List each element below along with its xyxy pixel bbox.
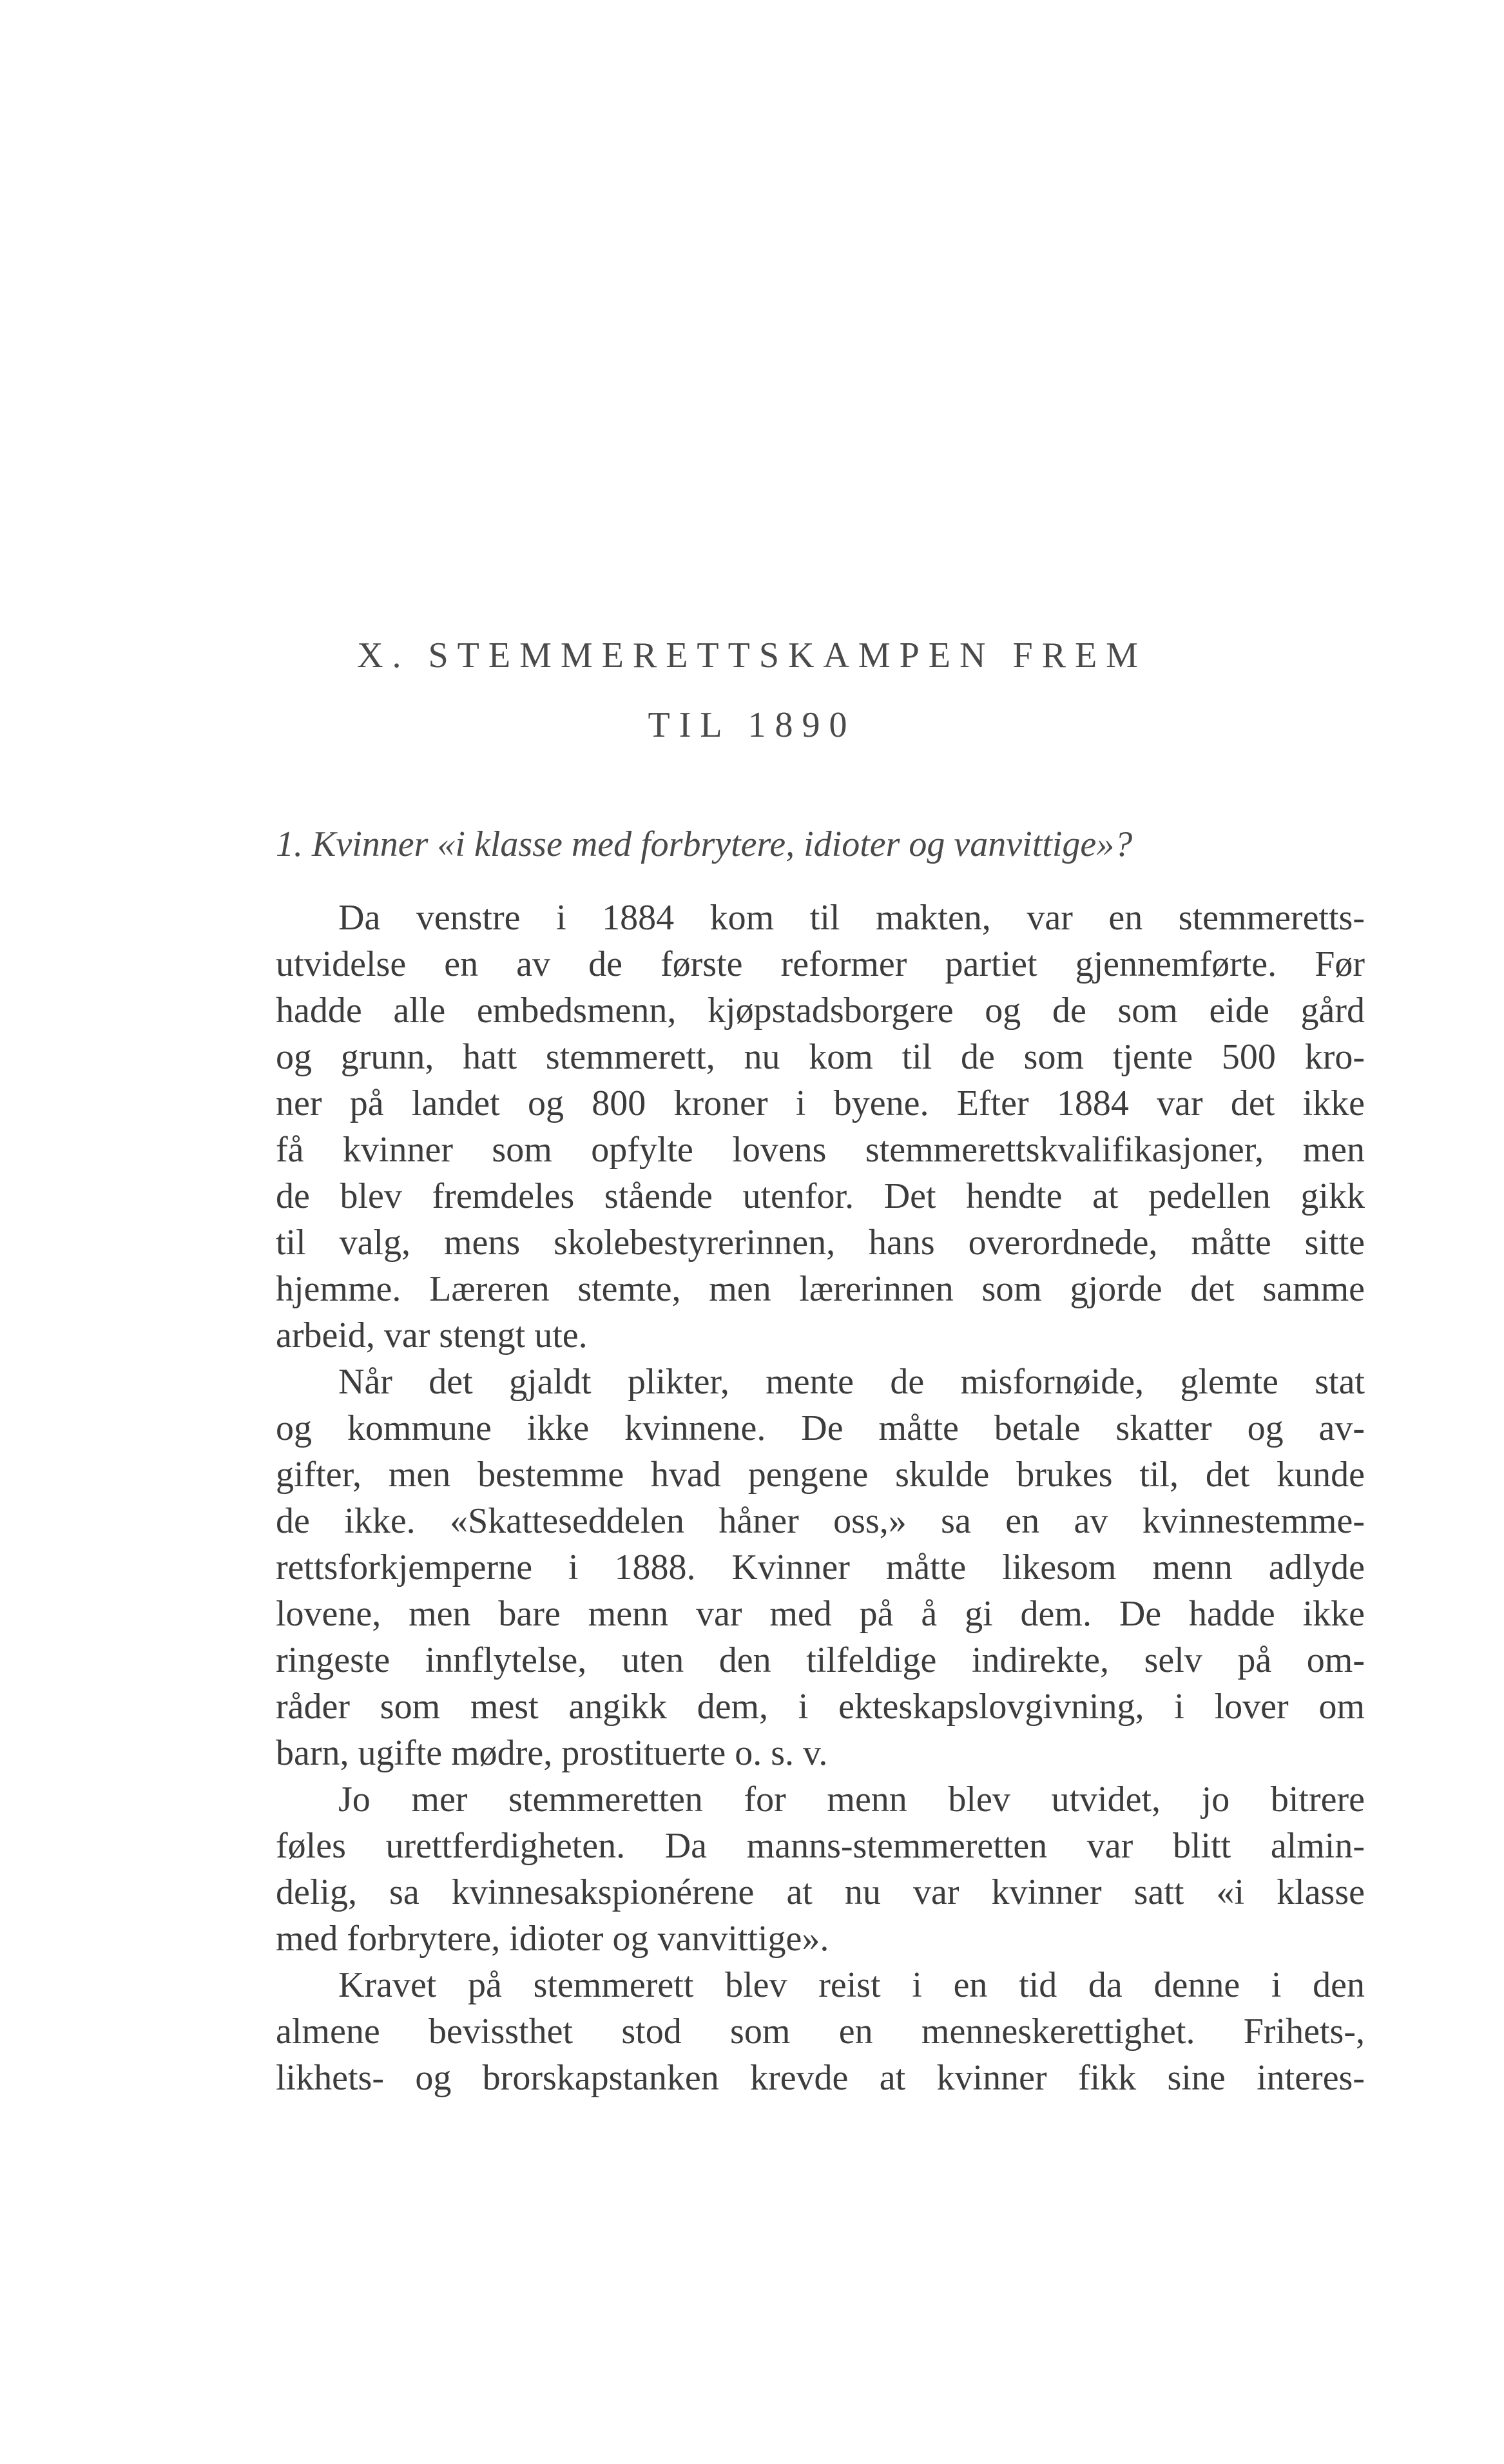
paragraph-line: almene bevissthet stod som en menneskerettighet. Frihets-, xyxy=(276,2012,1365,2052)
chapter-title: X. STEMMERETTSKAMPEN FREM xyxy=(357,635,1147,675)
paragraph-line: og grunn, hatt stemmerett, nu kom til de som tjente 500 kro- xyxy=(276,1037,1365,1077)
paragraph-line: Når det gjaldt plikter, mente de misfornøide, glemte stat xyxy=(338,1362,1365,1402)
paragraph-line: utvidelse en av de første reformer partiet gjennemførte. Før xyxy=(276,944,1365,984)
paragraph-line: gifter, men bestemme hvad pengene skulde brukes til, det kunde xyxy=(276,1455,1365,1495)
paragraph-line: til valg, mens skolebestyrerinnen, hans overordnede, måtte sitte xyxy=(276,1223,1365,1263)
paragraph-line: Jo mer stemmeretten for menn blev utvidet, jo bitrere xyxy=(338,1780,1365,1819)
paragraph-line: råder som mest angikk dem, i ekteskapslovgivning, i lover om xyxy=(276,1687,1365,1727)
paragraph-line: de ikke. «Skatteseddelen håner oss,» sa en av kvinnestemme- xyxy=(276,1501,1365,1541)
paragraph-line: de blev fremdeles stående utenfor. Det hendte at pedellen gikk xyxy=(276,1176,1365,1216)
paragraph-line: arbeid, var stengt ute. xyxy=(276,1315,588,1355)
paragraph-line: rettsforkjemperne i 1888. Kvinner måtte likesom menn adlyde xyxy=(276,1547,1365,1587)
paragraph-line: Kravet på stemmerett blev reist i en tid da denne i den xyxy=(338,1965,1365,2005)
paragraph-line: hjemme. Læreren stemte, men lærerinnen som gjorde det samme xyxy=(276,1269,1365,1309)
paragraph-line: likhets- og brorskapstanken krevde at kvinner fikk sine interes- xyxy=(276,2058,1365,2098)
paragraph-line: hadde alle embedsmenn, kjøpstadsborgere og de som eide gård xyxy=(276,991,1365,1031)
paragraph-line: Da venstre i 1884 kom til makten, var en stemmeretts- xyxy=(338,898,1365,938)
paragraph-line: og kommune ikke kvinnene. De måtte betale skatter og av- xyxy=(276,1408,1365,1448)
paragraph-line: med forbrytere, idioter og vanvittige». xyxy=(276,1919,829,1959)
chapter-title-continued: TIL 1890 xyxy=(648,705,856,745)
paragraph-line: ner på landet og 800 kroner i byene. Efter 1884 var det ikke xyxy=(276,1083,1365,1123)
section-heading: 1. Kvinner «i klasse med forbrytere, idioter og vanvittige»? xyxy=(276,824,1133,864)
paragraph-line: lovene, men bare menn var med på å gi dem. De hadde ikke xyxy=(276,1594,1365,1634)
paragraph-line: få kvinner som opfylte lovens stemmerettskvalifikasjoner, men xyxy=(276,1130,1365,1170)
paragraph-line: ringeste innflytelse, uten den tilfeldige indirekte, selv på om- xyxy=(276,1640,1365,1680)
paragraph-line: føles urettferdigheten. Da manns-stemmeretten var blitt almin- xyxy=(276,1826,1365,1866)
paragraph-line: barn, ugifte mødre, prostituerte o. s. v. xyxy=(276,1733,828,1773)
paragraph-line: delig, sa kvinnesakspionérene at nu var kvinner satt «i klasse xyxy=(276,1872,1365,1912)
